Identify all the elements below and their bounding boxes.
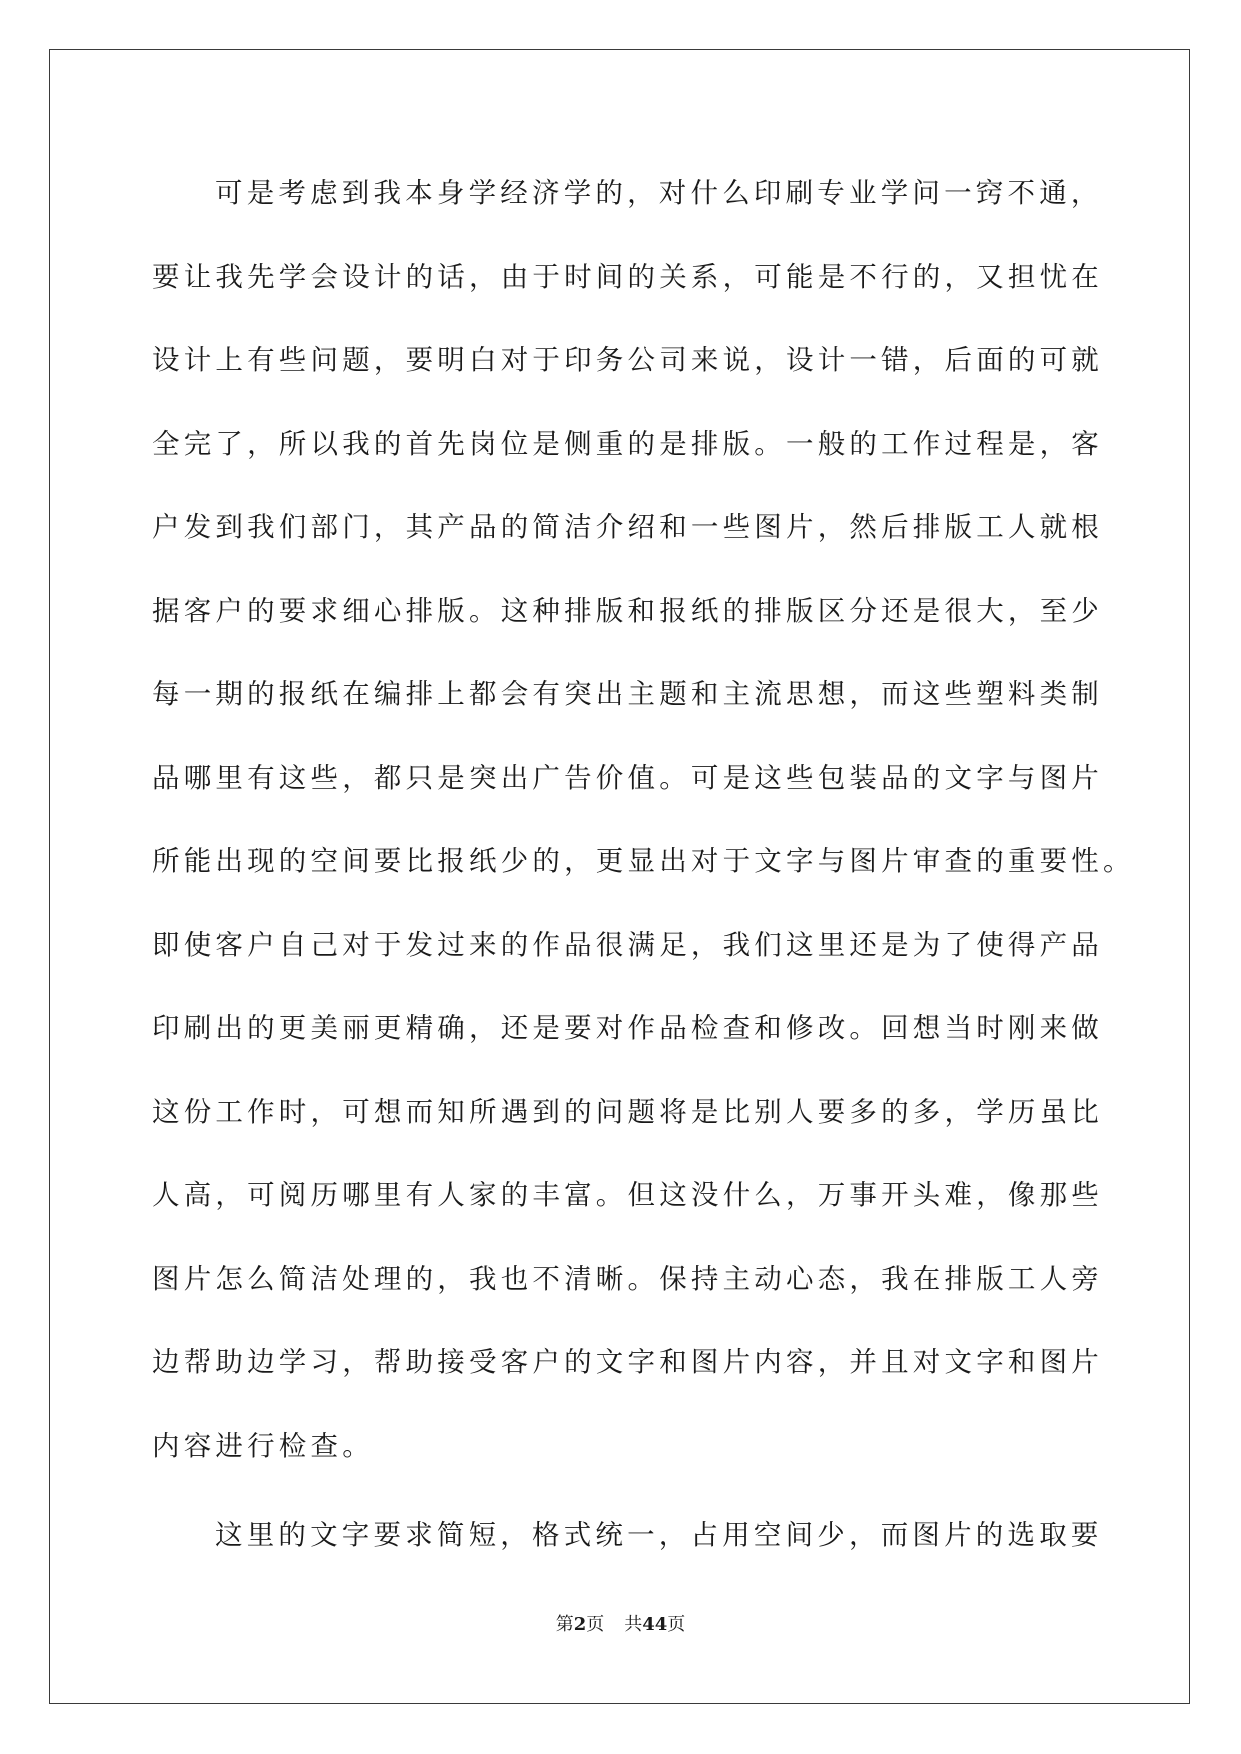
text-line: 可是考虑到我本身学经济学的，对什么印刷专业学问一窍不通，	[215, 177, 1103, 209]
text-line: 人高，可阅历哪里有人家的丰富。但这没什么，万事开头难，像那些	[152, 1179, 1103, 1211]
text-line: 每一期的报纸在编排上都会有突出主题和主流思想，而这些塑料类制	[152, 678, 1103, 710]
page-number: 2	[573, 1614, 587, 1635]
text-line: 据客户的要求细心排版。这种排版和报纸的排版区分还是很大，至少	[152, 594, 1103, 627]
paragraph-2	[152, 1494, 1103, 1578]
page-footer	[0, 1610, 1241, 1636]
text-line: 图片怎么简洁处理的，我也不清晰。保持主动心态，我在排版工人旁	[152, 1262, 1103, 1295]
page-suffix: 页	[586, 1614, 605, 1635]
text-line: 所能出现的空间要比报纸少的，更显出对于文字与图片审查的重要性。	[152, 845, 1135, 877]
document-body	[152, 152, 1135, 1578]
total-prefix: 共	[624, 1614, 643, 1635]
text-line: 要让我先学会设计的话，由于时间的关系，可能是不行的，又担忧在	[152, 260, 1103, 293]
total-suffix: 页	[667, 1614, 686, 1635]
text-line: 设计上有些问题，要明白对于印务公司来说，设计一错，后面的可就	[152, 344, 1103, 376]
text-line: 全完了，所以我的首先岗位是侧重的是排版。一般的工作过程是，客	[152, 427, 1103, 460]
text-line: 这里的文字要求简短，格式统一，占用空间少，而图片的选取要	[215, 1519, 1103, 1551]
total-pages: 44	[642, 1614, 668, 1635]
paragraph-1	[152, 152, 1135, 1488]
text-line: 户发到我们部门，其产品的简洁介绍和一些图片，然后排版工人就根	[152, 511, 1103, 543]
text-line: 内容进行检查。	[152, 1429, 374, 1462]
text-line: 印刷出的更美丽更精确，还是要对作品检查和修改。回想当时刚来做	[152, 1012, 1103, 1044]
page-prefix: 第	[555, 1614, 574, 1635]
text-line: 这份工作时，可想而知所遇到的问题将是比别人要多的多，学历虽比	[152, 1095, 1103, 1128]
text-line: 边帮助边学习，帮助接受客户的文字和图片内容，并且对文字和图片	[152, 1346, 1103, 1378]
text-line: 品哪里有这些，都只是突出广告价值。可是这些包装品的文字与图片	[152, 761, 1103, 794]
text-line: 即使客户自己对于发过来的作品很满足，我们这里还是为了使得产品	[152, 928, 1103, 961]
